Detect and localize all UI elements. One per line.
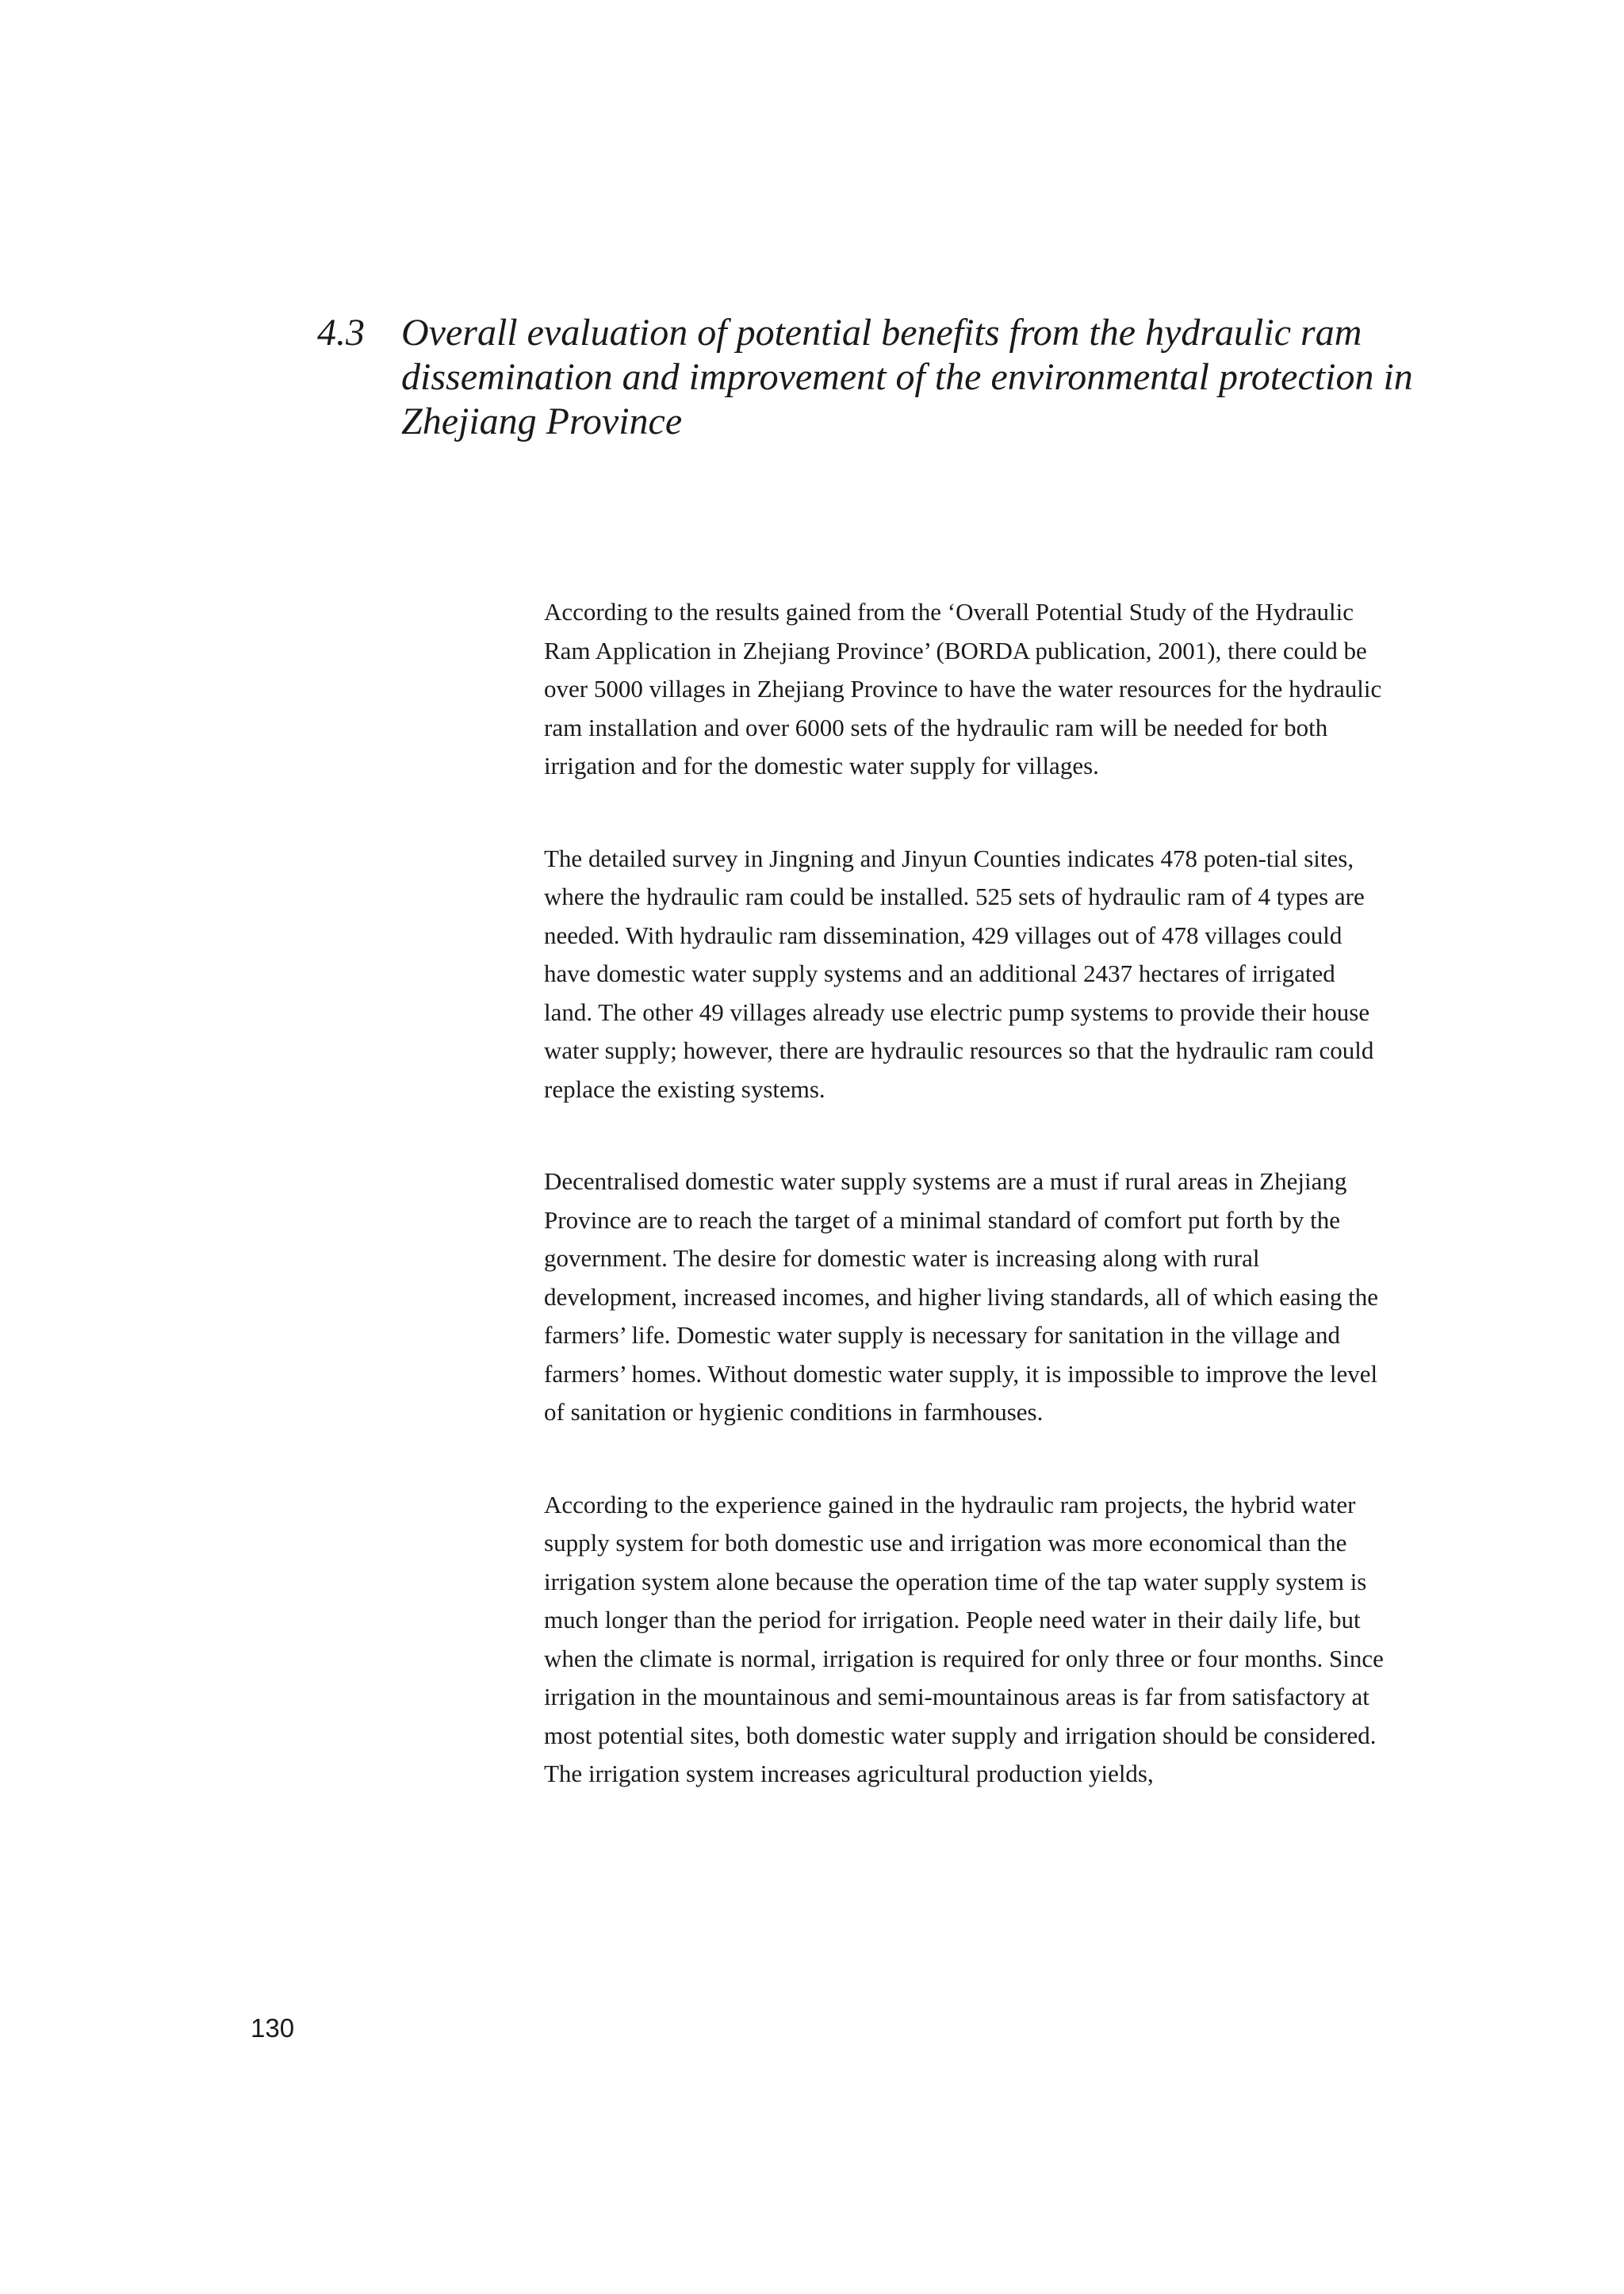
section-title: Overall evaluation of potential benefits from the hydraulic ram dissemination and improvement of the environmental protection in Zhejiang Province: [401, 312, 1413, 442]
body-text: [544, 593, 1388, 1848]
paragraph-1: According to the results gained from the ‘Overall Potential Study of the Hydraulic Ram Application in Zhejiang Province’ (BORDA publication, 2001), there could be over 5000 villages in Zhejiang Province to have the water resources for the hydraulic ram installation and over 6000 sets of the hydraulic ram will be needed for both irrigation and for the domestic water supply for villages.: [544, 598, 1382, 779]
page-number: 130: [251, 2013, 295, 2043]
paragraph-4: According to the experience gained in the hydraulic ram projects, the hybrid water supply system for both domestic use and irrigation was more economical than the irrigation system alone because the operation time of the tap water supply system is much longer than the period for irrigation. People need water in their daily life, but when the climate is normal, irrigation is required for only three or four months. Since irrigation in the mountainous and semi-mountainous areas is far from satisfactory at most potential sites, both domestic water supply and irrigation should be considered. The irrigation system increases agricultural production yields,: [544, 1490, 1384, 1787]
paragraph-3: Decentralised domestic water supply systems are a must if rural areas in Zhejiang Province are to reach the target of a minimal standard of comfort put forth by the government. The desire for domestic water is increasing along with rural development, increased incomes, and higher living standards, all of which easing the farmers’ life. Domestic water supply is necessary for sanitation in the village and farmers’ homes. Without domestic water supply, it is impossible to improve the level of sanitation or hygienic conditions in farmhouses.: [544, 1167, 1378, 1426]
section-number: 4.3: [317, 312, 365, 354]
section-heading: [317, 311, 1427, 444]
paragraph-2: The detailed survey in Jingning and Jinyun Counties indicates 478 poten-tial sites, where the hydraulic ram could be installed. 525 sets of hydraulic ram of 4 types are needed. With hydraulic ram dissemination, 429 villages out of 478 villages could have domestic water supply systems and an additional 2437 hectares of irrigated land. The other 49 villages already use electric pump systems to provide their house water supply; however, there are hydraulic resources so that the hydraulic ram could replace the existing systems.: [544, 844, 1374, 1103]
